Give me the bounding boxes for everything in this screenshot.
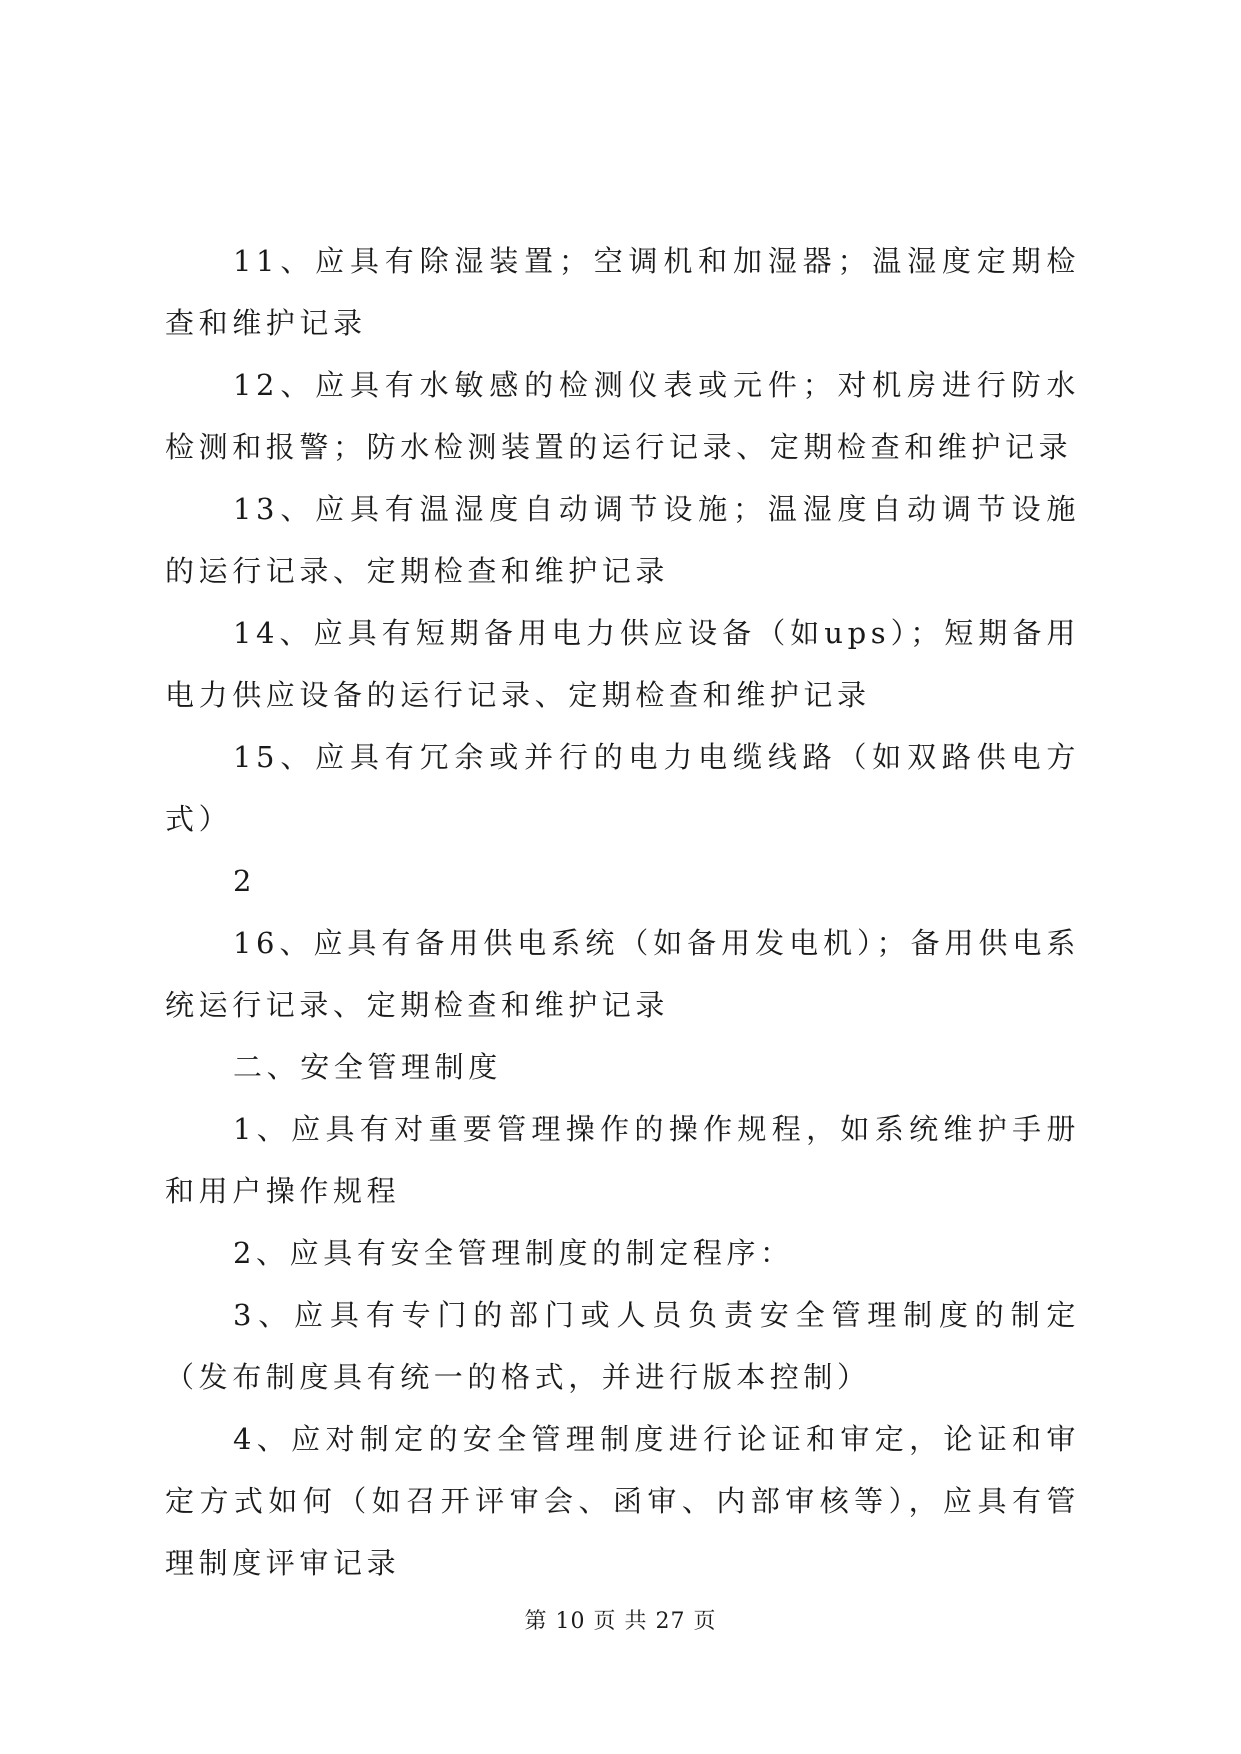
section-heading: 二、安全管理制度: [233, 1050, 502, 1084]
paragraph-item-15: 15、应具有冗余或并行的电力电缆线路（如双路供电方式）: [165, 740, 1080, 836]
paragraph-item-3: 3、应具有专门的部门或人员负责安全管理制度的制定（发布制度具有统一的格式，并进行版本控制）: [165, 1298, 1080, 1394]
paragraph-item-12: 12、应具有水敏感的检测仪表或元件；对机房进行防水检测和报警；防水检测装置的运行记录、定期检查和维护记录: [165, 368, 1080, 464]
paragraph-item-11: 11、应具有除湿装置；空调机和加湿器；温湿度定期检查和维护记录: [165, 244, 1080, 340]
paragraph-item-16: 16、应具有备用供电系统（如备用发电机）；备用供电系统运行记录、定期检查和维护记录: [165, 926, 1080, 1022]
paragraph-item-4: 4、应对制定的安全管理制度进行论证和审定，论证和审定方式如何（如召开评审会、函审、内部审核等），应具有管理制度评审记录: [165, 1422, 1080, 1580]
document-body: [165, 230, 1080, 1594]
paragraph-item-2: 2、应具有安全管理制度的制定程序：: [233, 1236, 794, 1270]
paragraph-item-14: 14、应具有短期备用电力供应设备（如ups）；短期备用电力供应设备的运行记录、定期检查和维护记录: [165, 616, 1080, 712]
page-number-label: 第 10 页 共 27 页: [524, 1609, 717, 1634]
paragraph-item-13: 13、应具有温湿度自动调节设施；温湿度自动调节设施的运行记录、定期检查和维护记录: [165, 492, 1080, 588]
page-footer: [0, 1607, 1241, 1637]
paragraph-stray-number: 2: [233, 864, 257, 898]
paragraph-item-1: 1、应具有对重要管理操作的操作规程，如系统维护手册和用户操作规程: [165, 1112, 1080, 1208]
